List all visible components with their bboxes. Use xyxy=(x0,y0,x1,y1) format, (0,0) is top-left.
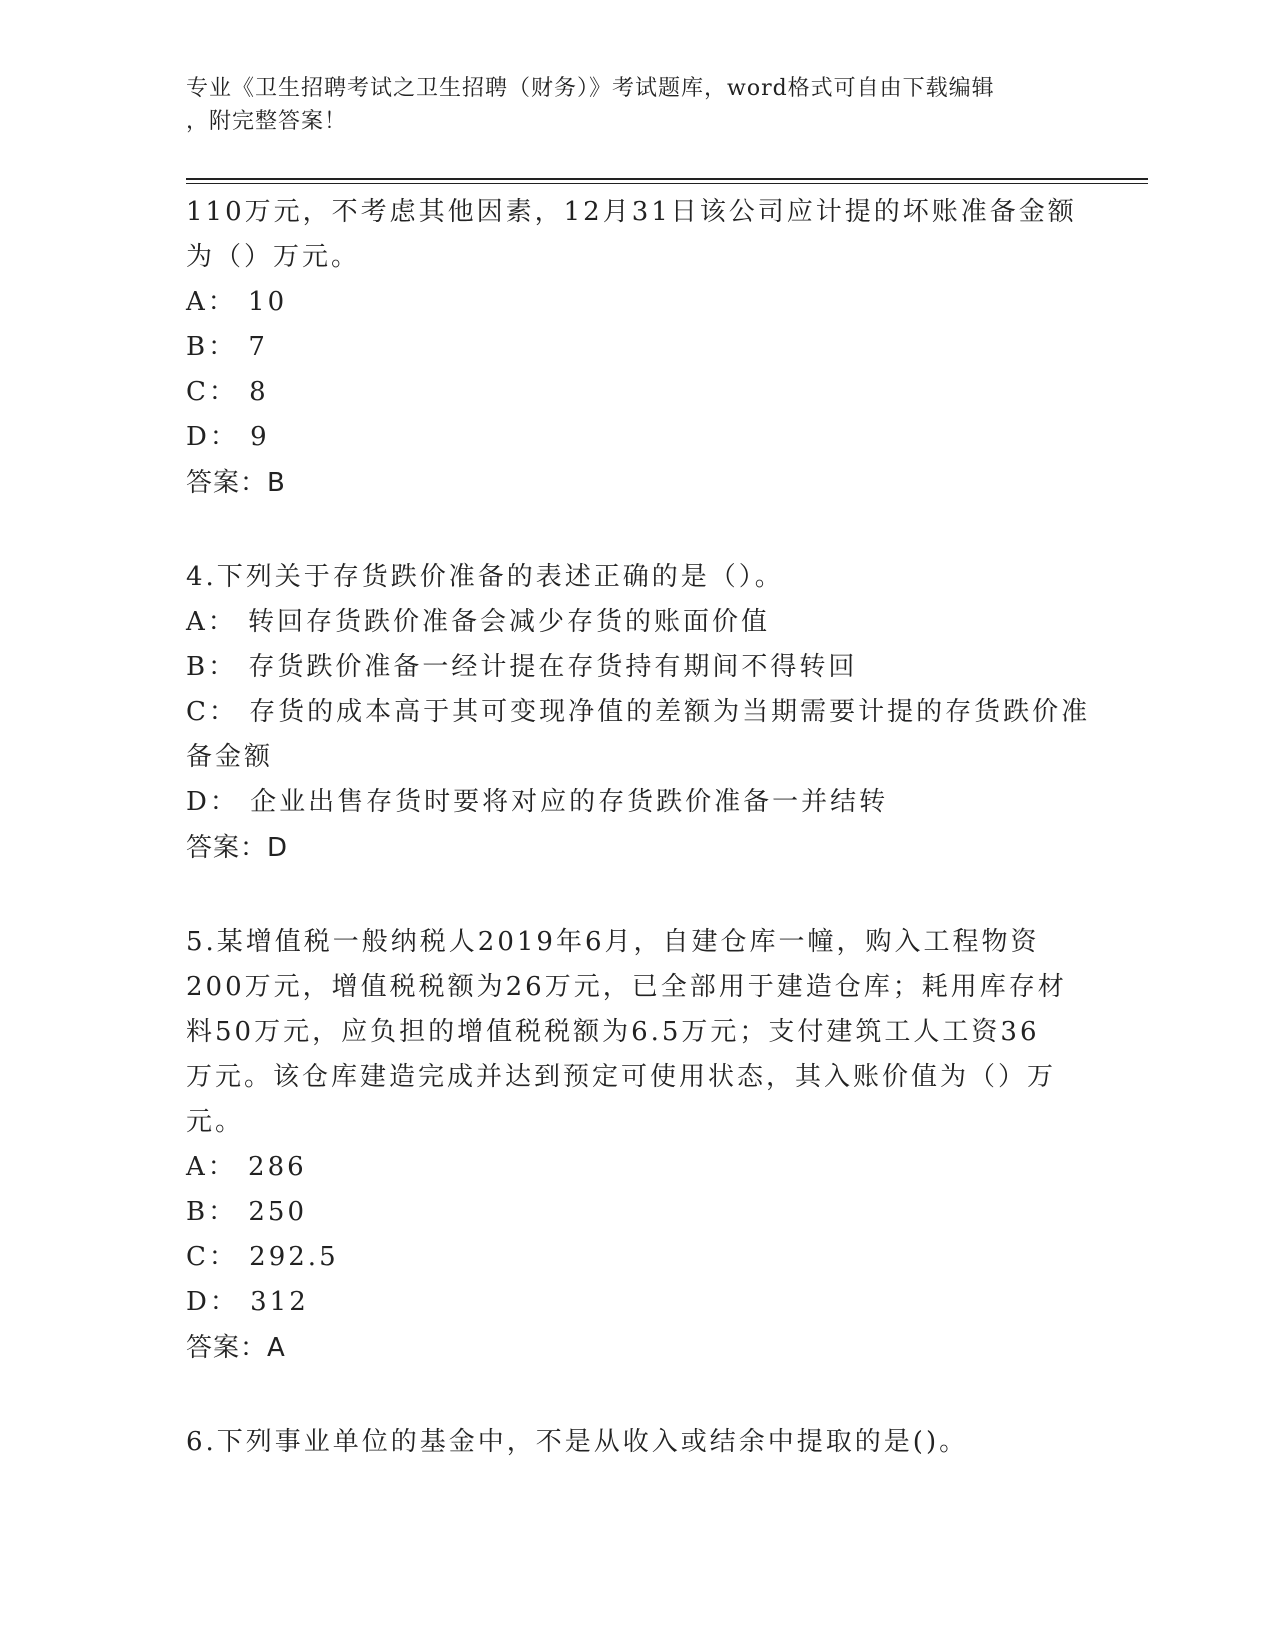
question-5 xyxy=(186,920,1086,1371)
option-label: A： xyxy=(186,287,237,317)
answer: 答案：A xyxy=(186,1333,286,1363)
option-b xyxy=(186,1190,1086,1235)
option-text: 292.5 xyxy=(249,1242,339,1272)
question-stem-line: 为（）万元。 xyxy=(186,242,361,272)
question-6 xyxy=(186,1420,1086,1465)
option-label: D： xyxy=(186,422,239,452)
option-text: 转回存货跌价准备会减少存货的账面价值 xyxy=(248,607,771,637)
option-a xyxy=(186,1145,1086,1190)
option-c xyxy=(186,1235,1086,1280)
question-stem-line: 4.下列关于存货跌价准备的表述正确的是（）。 xyxy=(186,562,784,592)
question-4 xyxy=(186,555,1091,871)
question-3 xyxy=(186,190,1086,506)
question-stem-line: 料50万元，应负担的增值税税额为6.5万元；支付建筑工人工资36 xyxy=(186,1017,1040,1047)
option-text: 企业出售存货时要将对应的存货跌价准备一并结转 xyxy=(250,787,889,817)
header-line-2: ，附完整答案！ xyxy=(186,109,348,134)
option-label: D： xyxy=(186,787,239,817)
option-label: C： xyxy=(186,1242,238,1272)
page-header xyxy=(186,72,1066,138)
option-label: C： xyxy=(186,697,238,727)
option-text: 存货跌价准备一经计提在存货持有期间不得转回 xyxy=(248,652,858,682)
option-d xyxy=(186,1280,1086,1325)
question-stem-line: 200万元，增值税税额为26万元，已全部用于建造仓库；耗用库存材 xyxy=(186,972,1067,1002)
answer: 答案：D xyxy=(186,833,289,863)
header-line-1: 专业《卫生招聘考试之卫生招聘（财务）》考试题库，word格式可自由下载编辑 xyxy=(186,76,995,101)
option-text: 8 xyxy=(249,377,269,407)
option-label: B： xyxy=(186,1197,238,1227)
option-text: 7 xyxy=(248,332,268,362)
option-label: D： xyxy=(186,1287,239,1317)
option-label: A： xyxy=(186,607,237,637)
option-label: B： xyxy=(186,652,238,682)
option-text: 10 xyxy=(248,287,288,317)
option-text: 250 xyxy=(248,1197,308,1227)
header-divider-thin xyxy=(186,183,1148,184)
question-stem-line: 万元。该仓库建造完成并达到预定可使用状态，其入账价值为（）万 xyxy=(186,1062,1057,1092)
question-stem-line: 110万元，不考虑其他因素，12月31日该公司应计提的坏账准备金额 xyxy=(186,197,1077,227)
question-list xyxy=(186,190,1091,1465)
option-c xyxy=(186,690,1091,735)
option-d xyxy=(186,780,1086,825)
option-c xyxy=(186,370,1086,415)
option-b xyxy=(186,325,1086,370)
option-label: C： xyxy=(186,377,238,407)
option-label: A： xyxy=(186,1152,237,1182)
question-stem-line: 元。 xyxy=(186,1107,245,1137)
question-stem-line: 6.下列事业单位的基金中，不是从收入或结余中提取的是()。 xyxy=(186,1427,969,1457)
option-text: 312 xyxy=(250,1287,309,1317)
option-text: 存货的成本高于其可变现净值的差额为当期需要计提的存货跌价准 xyxy=(249,697,1091,727)
option-label: B： xyxy=(186,332,238,362)
option-c-continuation: 备金额 xyxy=(186,742,274,772)
option-b xyxy=(186,645,1086,690)
question-stem-line: 5.某增值税一般纳税人2019年6月，自建仓库一幢，购入工程物资 xyxy=(186,927,1040,957)
option-text: 286 xyxy=(248,1152,307,1182)
header-divider-thick xyxy=(186,178,1148,180)
option-a xyxy=(186,600,1086,645)
option-text: 9 xyxy=(250,422,270,452)
option-d xyxy=(186,415,1086,460)
option-a xyxy=(186,280,1086,325)
answer: 答案：B xyxy=(186,468,286,498)
